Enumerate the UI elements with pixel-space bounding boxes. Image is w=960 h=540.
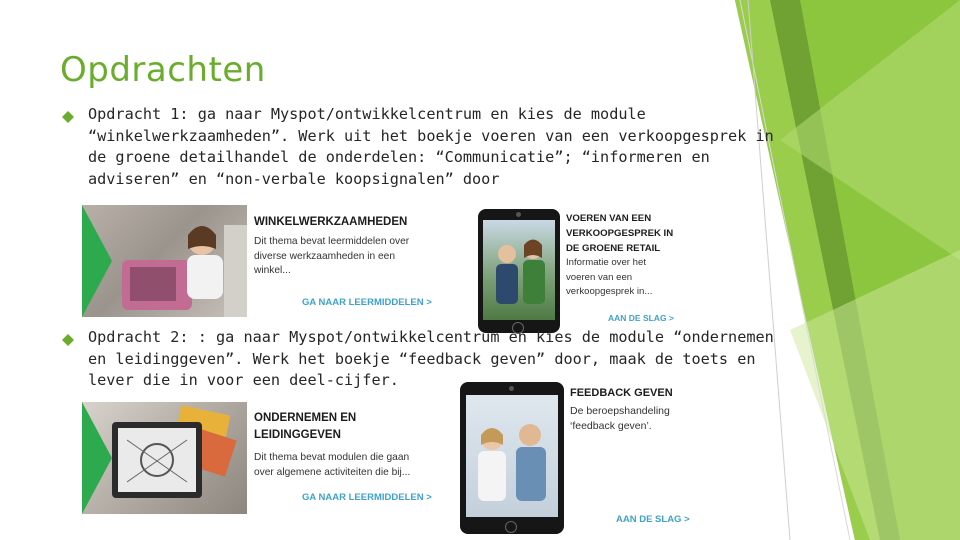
- bullet-line: en leidinggeven”. Werk het boekje “feedback geven” door, maak de toets en: [88, 349, 756, 368]
- card-title: VOEREN VAN EEN VERKOOPGESPREK IN DE GROENE RETAIL: [566, 213, 674, 254]
- tablet-frame: [460, 382, 564, 534]
- camera-icon: [516, 212, 521, 217]
- card-description: Dit thema bevat modulen die gaan over algemene activiteiten die bij...: [254, 452, 411, 478]
- card-title: ONDERNEMEN EN LEIDINGGEVEN: [254, 412, 357, 441]
- bullet-line: adviseren” en “non-verbale koopsignalen” door: [88, 169, 500, 188]
- photo-ondernemen: [82, 402, 247, 514]
- card-verkoopgesprek[interactable]: [478, 205, 674, 327]
- bullet-line: Opdracht 2: : ga naar Myspot/ontwikkelcentrum en kies de module “ondernemen: [88, 328, 774, 346]
- card-description: Informatie over het voeren van een verkoopgesprek in...: [566, 257, 653, 297]
- card-description: Dit thema bevat leermiddelen over diverse werkzaamheden in een winkel...: [254, 236, 410, 276]
- tablet-screen: [466, 395, 558, 517]
- ga-naar-leermiddelen-link[interactable]: GA NAAR LEERMIDDELEN >: [302, 492, 432, 503]
- tablet-photo-illustration: [483, 220, 555, 320]
- card-title: FEEDBACK GEVEN: [570, 387, 673, 399]
- bullet-line: lever die in voor een deel-cijfer.: [88, 371, 399, 389]
- tablet-photo-illustration: [466, 395, 558, 517]
- aan-de-slag-link[interactable]: AAN DE SLAG >: [608, 313, 674, 323]
- camera-icon: [509, 386, 514, 391]
- slide-title: Opdrachten: [60, 50, 266, 90]
- card-ondernemen-en-leidinggeven[interactable]: [82, 402, 448, 514]
- card-description: De beroepshandeling ‘feedback geven’.: [570, 405, 670, 432]
- tablet-frame: [478, 209, 560, 333]
- photo-winkel: [82, 205, 247, 317]
- card-feedback-geven[interactable]: [460, 380, 706, 536]
- bullet-line: Opdracht 1: ga naar Myspot/ontwikkelcentrum en kies de module: [88, 105, 646, 123]
- aan-de-slag-link[interactable]: AAN DE SLAG >: [616, 514, 690, 525]
- bullet-line: de groene detailhandel de onderdelen: “Communicatie”; “informeren en: [88, 148, 710, 166]
- card-title: WINKELWERKZAAMHEDEN: [254, 216, 408, 228]
- green-arrow-icon: [82, 402, 112, 514]
- bullet-opdracht-1: [88, 104, 774, 190]
- tablet-screen: [483, 220, 555, 320]
- card-winkelwerkzaamheden[interactable]: [82, 205, 448, 317]
- bullet-line: “winkelwerkzaamheden”. Werk uit het boekje voeren van een verkoopgesprek in: [88, 126, 774, 145]
- green-arrow-icon: [82, 205, 112, 317]
- ga-naar-leermiddelen-link[interactable]: GA NAAR LEERMIDDELEN >: [302, 297, 432, 308]
- diamond-bullet-icon: [62, 334, 74, 346]
- home-button-icon: [505, 521, 517, 533]
- diamond-bullet-icon: [62, 111, 74, 123]
